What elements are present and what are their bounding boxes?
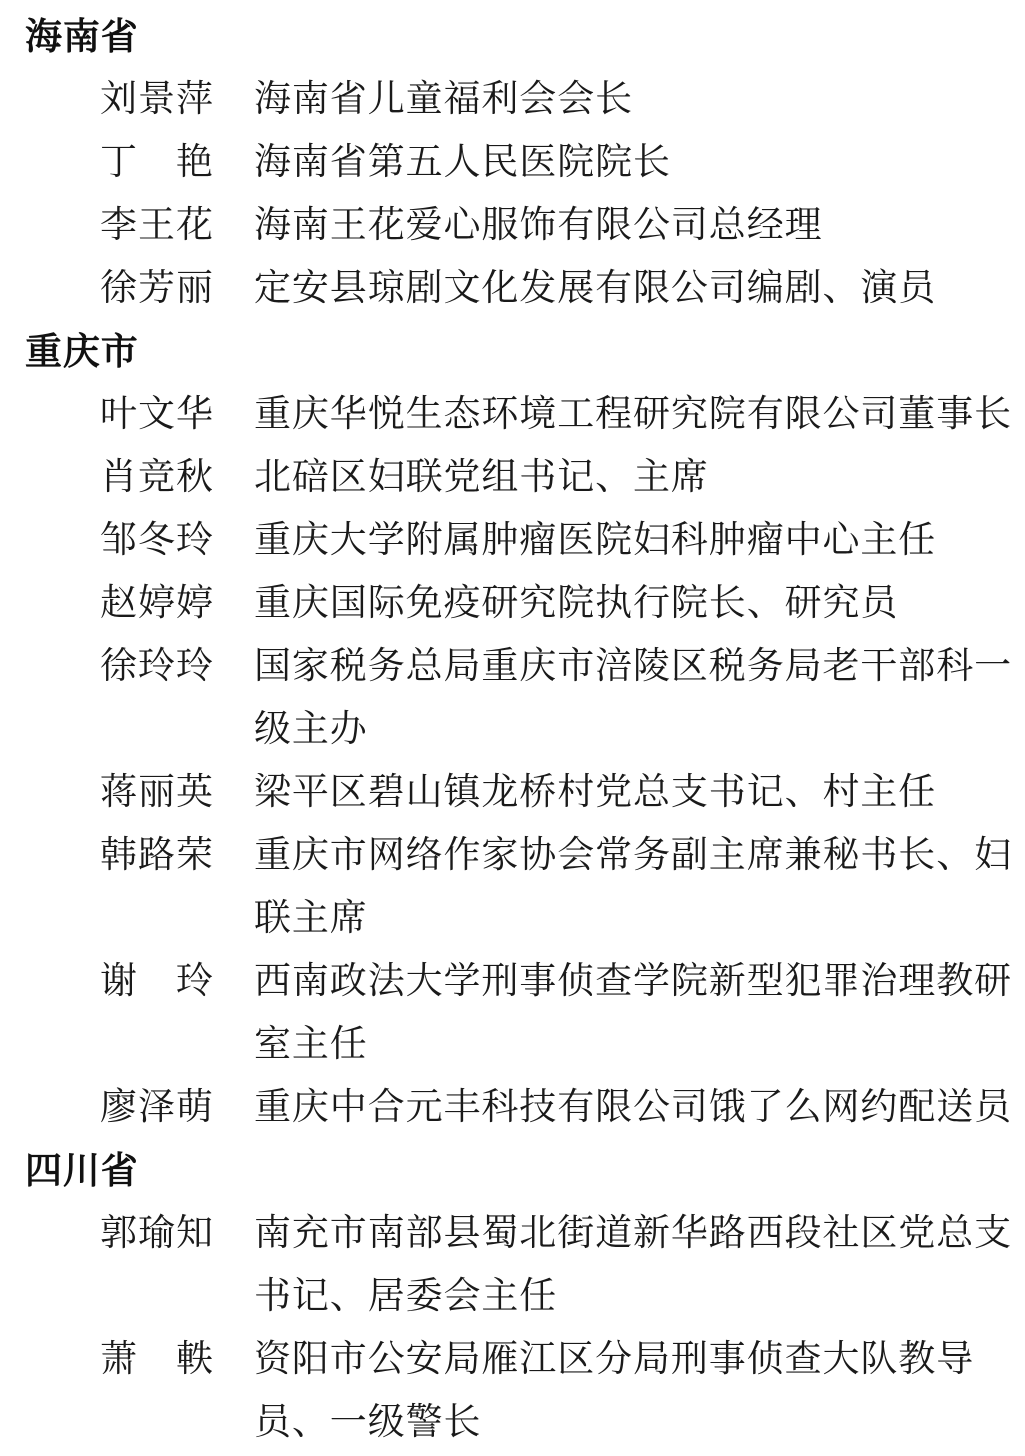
honoree-name: 蒋丽英	[100, 772, 213, 813]
honoree-name: 郭瑜知	[100, 1213, 213, 1254]
honoree-row	[25, 194, 1025, 257]
honoree-name: 邹冬玲	[100, 520, 213, 561]
honoree-row	[25, 572, 1025, 635]
honoree-name: 韩路荣	[100, 835, 213, 876]
honoree-title: 国家税务总局重庆市涪陵区税务局老干部科一级主办	[254, 646, 1012, 750]
honoree-name: 徐玲玲	[100, 646, 213, 687]
honoree-row	[25, 131, 1025, 194]
honoree-name: 刘景萍	[100, 79, 213, 120]
honoree-title: 北碚区妇联党组书记、主席	[254, 457, 709, 498]
honoree-row	[25, 824, 1025, 950]
honoree-name: 赵婷婷	[100, 583, 213, 624]
province-header: 四川省	[25, 1150, 139, 1191]
province-header: 海南省	[25, 16, 139, 57]
honoree-title: 梁平区碧山镇龙桥村党总支书记、村主任	[254, 772, 937, 813]
honoree-name: 李王花	[100, 205, 213, 246]
honoree-title: 重庆市网络作家协会常务副主席兼秘书长、妇联主席	[254, 835, 1012, 939]
honoree-row	[25, 383, 1025, 446]
honoree-title: 西南政法大学刑事侦查学院新型犯罪治理教研室主任	[254, 961, 1012, 1065]
honoree-title: 海南王花爱心服饰有限公司总经理	[254, 205, 823, 246]
honoree-title: 重庆国际免疫研究院执行院长、研究员	[254, 583, 899, 624]
honoree-title: 海南省儿童福利会会长	[254, 79, 633, 120]
honoree-row	[25, 446, 1025, 509]
honoree-name: 肖竞秋	[100, 457, 213, 498]
honoree-row	[25, 950, 1025, 1076]
honoree-row	[25, 635, 1025, 761]
honoree-row	[25, 509, 1025, 572]
honoree-title: 南充市南部县蜀北街道新华路西段社区党总支书记、居委会主任	[254, 1213, 1012, 1317]
honoree-name: 廖泽萌	[100, 1087, 213, 1128]
province-entries	[25, 1202, 1025, 1454]
province-entries	[25, 383, 1025, 1139]
honoree-row	[25, 1076, 1025, 1139]
province-section	[25, 1139, 1025, 1454]
honoree-name: 徐芳丽	[100, 268, 213, 309]
honoree-row	[25, 68, 1025, 131]
honoree-row	[25, 761, 1025, 824]
province-entries	[25, 68, 1025, 320]
honoree-title: 海南省第五人民医院院长	[254, 142, 671, 183]
province-header: 重庆市	[25, 331, 139, 372]
honoree-row	[25, 257, 1025, 320]
honoree-name: 谢玲	[100, 961, 213, 1002]
honoree-name: 丁艳	[100, 142, 213, 183]
honoree-name: 萧軼	[100, 1339, 213, 1380]
honoree-row	[25, 1202, 1025, 1328]
honoree-row	[25, 1328, 1025, 1454]
honoree-title: 资阳市公安局雁江区分局刑事侦查大队教导员、一级警长	[254, 1339, 975, 1443]
honoree-title: 重庆大学附属肿瘤医院妇科肿瘤中心主任	[254, 520, 937, 561]
province-section	[25, 320, 1025, 1139]
honoree-name: 叶文华	[100, 394, 213, 435]
honoree-title: 重庆华悦生态环境工程研究院有限公司董事长	[254, 394, 1012, 435]
honoree-title: 重庆中合元丰科技有限公司饿了么网约配送员	[254, 1087, 1012, 1128]
honoree-title: 定安县琼剧文化发展有限公司编剧、演员	[254, 268, 937, 309]
province-section	[25, 5, 1025, 320]
